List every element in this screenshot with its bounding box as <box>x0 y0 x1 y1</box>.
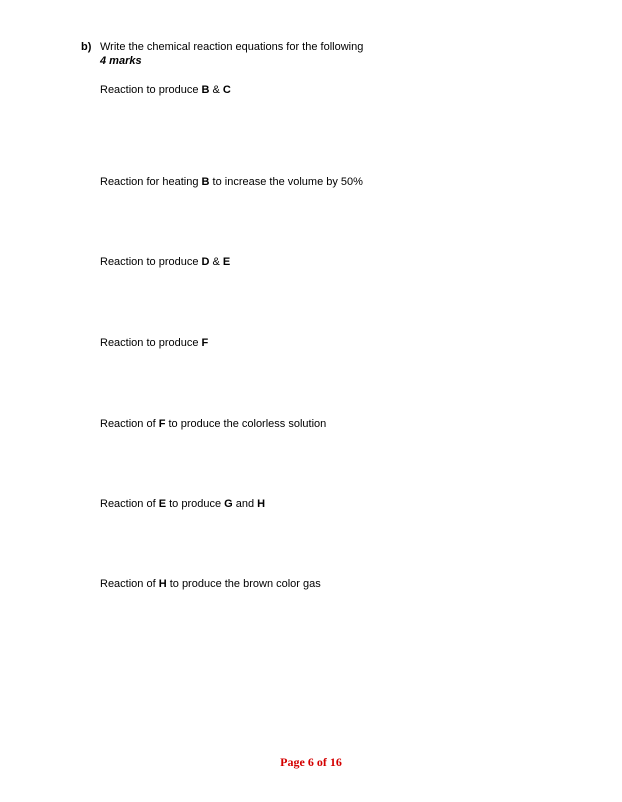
compound-letter: B <box>201 176 210 188</box>
reaction-text: & <box>209 256 223 268</box>
reaction-text: and <box>232 498 258 510</box>
reaction-text: Reaction to produce <box>100 256 202 268</box>
compound-letter: H <box>257 498 266 510</box>
reaction-text: Reaction of <box>100 418 159 430</box>
question-label: b) <box>81 41 92 53</box>
reaction-prompt-2 <box>100 176 363 188</box>
reaction-text: Reaction for heating <box>100 176 202 188</box>
compound-letter: F <box>158 418 166 430</box>
compound-letter: F <box>201 337 209 349</box>
reaction-prompt-1 <box>100 84 231 96</box>
reaction-text: Reaction to produce <box>100 337 202 349</box>
reaction-text: to increase the volume by 50% <box>209 176 363 188</box>
compound-letter: E <box>222 256 231 268</box>
marks-label: 4 marks <box>100 55 142 67</box>
compound-letter: B <box>201 84 210 96</box>
reaction-prompt-7 <box>100 578 321 590</box>
compound-letter: C <box>222 84 231 96</box>
reaction-text: Reaction of <box>100 578 159 590</box>
page-number: Page 6 of 16 <box>280 755 342 769</box>
reaction-text: & <box>209 84 223 96</box>
reaction-prompt-6 <box>100 498 265 510</box>
compound-letter: D <box>201 256 210 268</box>
reaction-prompt-3 <box>100 256 230 268</box>
reaction-prompt-4 <box>100 337 208 349</box>
compound-letter: E <box>158 498 167 510</box>
reaction-text: to produce the brown color gas <box>166 578 321 590</box>
compound-letter: H <box>158 578 167 590</box>
reaction-text: Reaction to produce <box>100 84 202 96</box>
reaction-text: to produce the colorless solution <box>165 418 327 430</box>
reaction-text: to produce <box>166 498 225 510</box>
question-text: Write the chemical reaction equations for the following <box>100 41 364 53</box>
compound-letter: G <box>224 498 233 510</box>
reaction-prompt-5 <box>100 418 326 430</box>
reaction-text: Reaction of <box>100 498 159 510</box>
